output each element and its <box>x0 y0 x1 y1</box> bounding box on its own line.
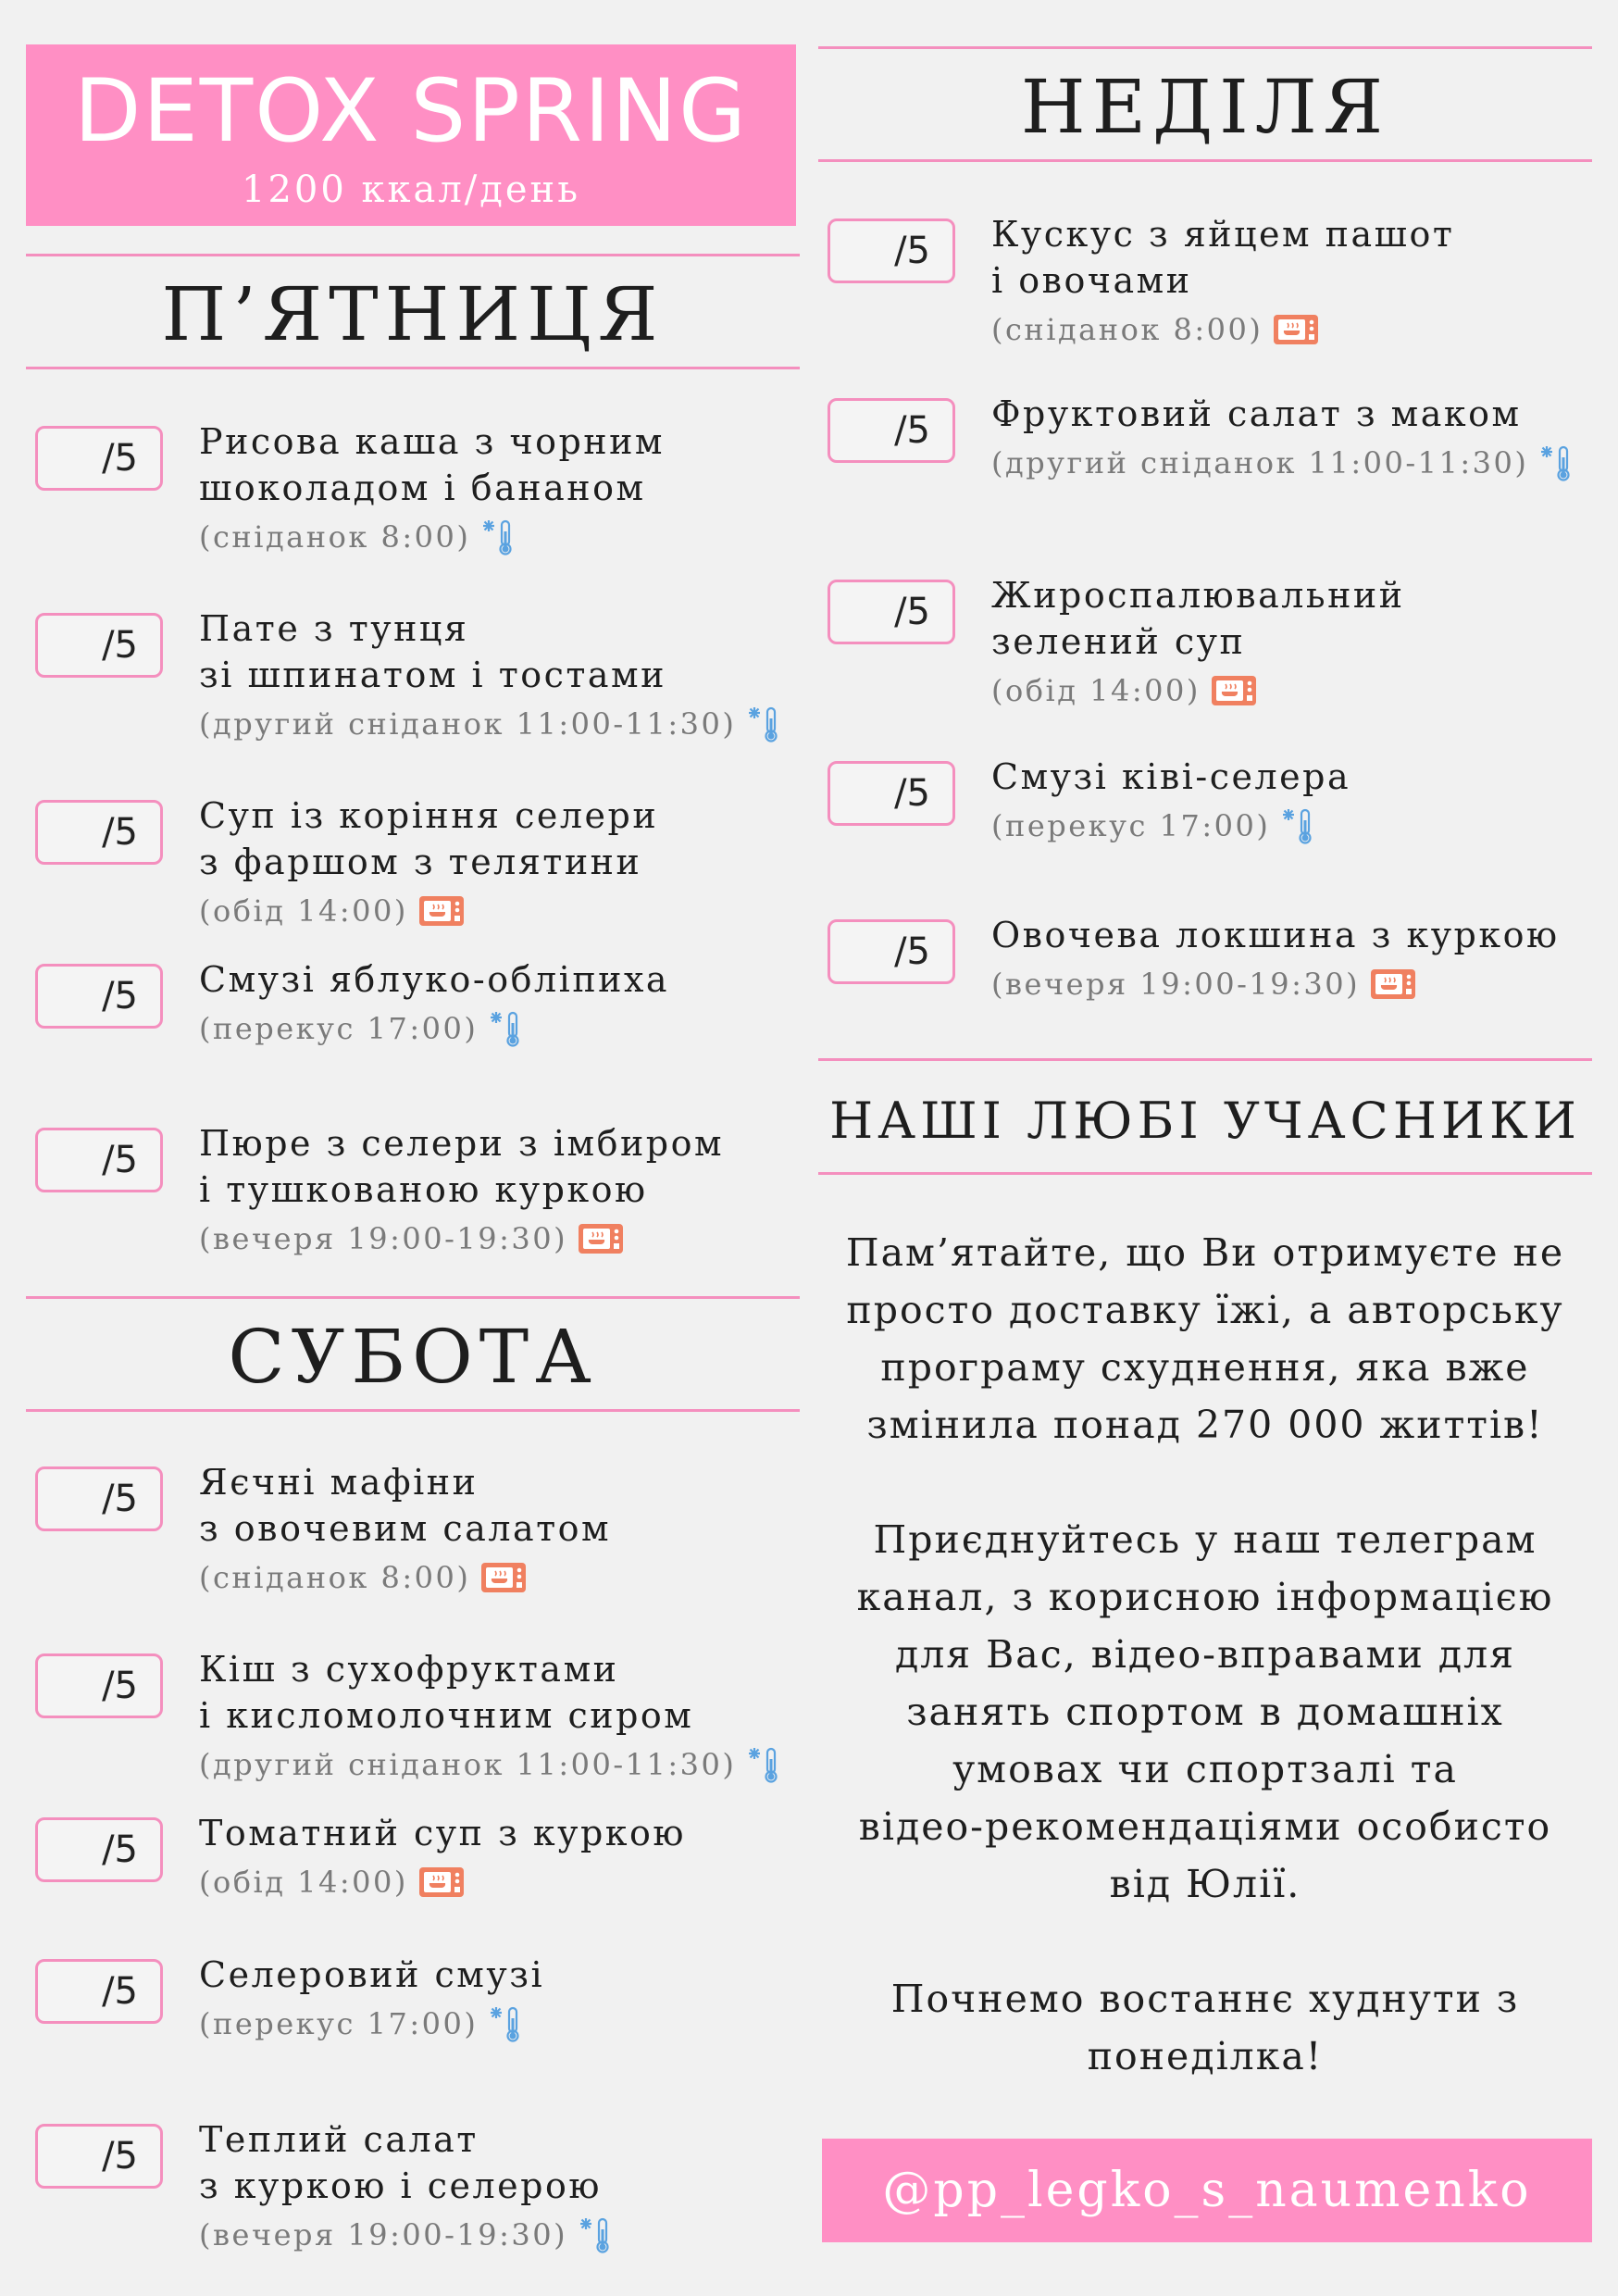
meal-name: і овочами <box>991 260 1192 301</box>
paragraph-line: від Юлії. <box>1109 1862 1301 1906</box>
rating-box[interactable]: /5 <box>35 426 163 491</box>
paragraph-line: понеділка! <box>1087 2034 1324 2078</box>
paragraph-line: канал, з корисною інформацією <box>856 1575 1554 1619</box>
thermometer-snowflake-icon <box>479 518 528 555</box>
meal-time-label: (вечеря 19:00-19:30) <box>199 1221 568 1256</box>
microwave-icon <box>479 1559 528 1596</box>
meal-time-label: (сніданок 8:00) <box>991 312 1263 347</box>
meal-name: Пате з тунця <box>199 608 469 649</box>
paragraph-line: Приєднуйтесь у наш телеграм <box>873 1517 1537 1562</box>
meal-time <box>199 1213 724 1265</box>
meal-time-label: (сніданок 8:00) <box>199 519 471 555</box>
rating-box[interactable]: /5 <box>35 613 163 678</box>
meal-name: Кіш з сухофруктами <box>199 1649 619 1690</box>
meal-time <box>991 958 1560 1010</box>
meal-text <box>991 572 1405 717</box>
microwave-icon <box>1272 311 1320 348</box>
microwave-icon <box>1210 672 1258 709</box>
meal-name: з овочевим салатом <box>199 1508 612 1549</box>
meal-name: і кисломолочним сиром <box>199 1695 694 1736</box>
meal-time-label: (обід 14:00) <box>991 673 1201 708</box>
rating-box[interactable]: /5 <box>35 2124 163 2189</box>
rating-box[interactable]: /5 <box>35 964 163 1029</box>
program-title: DETOX SPRING <box>74 61 748 162</box>
meal-text <box>199 1459 611 1603</box>
meal-text <box>199 1120 724 1265</box>
thermometer-snowflake-icon <box>745 705 793 742</box>
paragraph-monday <box>818 1970 1592 2085</box>
meal-name: Смузі ківі-селера <box>991 756 1351 797</box>
paragraph-line: Пам’ятайте, що Ви отримуєте не <box>845 1230 1565 1275</box>
meal-text <box>199 1810 686 1908</box>
meal-time <box>199 698 793 750</box>
paragraph-line: просто доставку їжі, а авторську <box>846 1288 1564 1332</box>
meal-text <box>199 956 669 1054</box>
microwave-icon <box>577 1220 625 1257</box>
paragraph-telegram <box>818 1511 1592 1913</box>
participants-title: НАШІ ЛЮБІ УЧАСНИКИ <box>829 1092 1581 1150</box>
instagram-handle-banner[interactable]: @pp_legko_s_naumenko <box>822 2139 1592 2242</box>
meal-time <box>199 885 658 937</box>
meal-name: і тушкованою куркою <box>199 1169 648 1210</box>
rating-box[interactable]: /5 <box>35 1959 163 2024</box>
meal-name: Овочева локшина з куркою <box>991 915 1560 955</box>
meal-time <box>199 511 665 563</box>
divider <box>26 1409 800 1412</box>
meal-text <box>991 211 1454 356</box>
divider <box>818 1172 1592 1175</box>
meal-time-label: (другий сніданок 11:00-11:30) <box>199 706 737 742</box>
meal-name: шоколадом і бананом <box>199 468 646 508</box>
meal-text <box>199 418 665 563</box>
meal-name: Суп із коріння селери <box>199 795 659 836</box>
meal-time-label: (вечеря 19:00-19:30) <box>199 2217 568 2252</box>
rating-box[interactable]: /5 <box>828 398 955 463</box>
divider <box>26 254 800 256</box>
day-title-saturday: СУБОТА <box>228 1314 598 1400</box>
divider <box>818 46 1592 49</box>
paragraph-line: відео-рекомендаціями особисто <box>858 1804 1552 1849</box>
divider <box>26 1296 800 1299</box>
meal-name: Жироспалювальний <box>991 575 1405 616</box>
meal-name: зелений суп <box>991 621 1246 662</box>
meal-time-label: (вечеря 19:00-19:30) <box>991 967 1361 1002</box>
meal-time-label: (перекус 17:00) <box>991 808 1271 843</box>
meal-time <box>991 665 1405 717</box>
thermometer-snowflake-icon <box>1537 444 1586 481</box>
rating-box[interactable]: /5 <box>35 1466 163 1531</box>
thermometer-snowflake-icon <box>487 1010 535 1047</box>
rating-box[interactable]: /5 <box>828 919 955 984</box>
divider <box>26 367 800 369</box>
paragraph-delivery <box>818 1224 1592 1454</box>
day-title-friday: П’ЯТНИЦЯ <box>161 271 665 357</box>
meal-name: Селеровий смузі <box>199 1954 545 1995</box>
meal-name: з фаршом з телятини <box>199 842 642 882</box>
microwave-icon <box>417 1864 466 1901</box>
meal-time-label: (перекус 17:00) <box>199 1011 479 1046</box>
thermometer-snowflake-icon <box>1279 807 1327 844</box>
meal-text <box>199 1646 793 1791</box>
paragraph-line: занять спортом в домашніх <box>906 1690 1504 1734</box>
meal-name: Теплий салат <box>199 2119 479 2160</box>
meal-name: Фруктовий салат з маком <box>991 393 1522 434</box>
rating-box[interactable]: /5 <box>828 761 955 826</box>
rating-box[interactable]: /5 <box>35 1653 163 1718</box>
paragraph-line: умовах чи спортзалі та <box>952 1747 1458 1791</box>
participants-text <box>818 1224 1592 2085</box>
meal-time <box>199 1998 544 2050</box>
meal-time-label: (обід 14:00) <box>199 893 408 929</box>
meal-time <box>199 1552 611 1603</box>
meal-text <box>991 912 1560 1010</box>
meal-time-label: (другий сніданок 11:00-11:30) <box>991 445 1529 480</box>
rating-box[interactable]: /5 <box>35 1128 163 1192</box>
meal-text <box>199 1952 544 2050</box>
paragraph-line: змінила понад 270 000 життів! <box>866 1403 1544 1447</box>
rating-box[interactable]: /5 <box>828 580 955 644</box>
meal-text <box>199 792 658 937</box>
thermometer-snowflake-icon <box>745 1746 793 1783</box>
thermometer-snowflake-icon <box>487 2005 535 2042</box>
rating-box[interactable]: /5 <box>35 1817 163 1882</box>
meal-time <box>199 1739 793 1791</box>
meal-time <box>199 1003 669 1054</box>
meal-text <box>991 754 1350 852</box>
meal-name: Яєчні мафіни <box>199 1462 479 1503</box>
meal-time <box>991 800 1350 852</box>
divider <box>818 1058 1592 1061</box>
meal-time-label: (перекус 17:00) <box>199 2006 479 2041</box>
paragraph-line: для Вас, відео-вправами для <box>894 1632 1516 1677</box>
meal-name: Пюре з селери з імбиром <box>199 1123 725 1164</box>
calories-subtitle: 1200 ккал/день <box>242 168 580 211</box>
meal-name: Томатний суп з куркою <box>199 1813 687 1853</box>
meal-name: Кускус з яйцем пашот <box>991 214 1455 255</box>
meal-name: Смузі яблуко-обліпиха <box>199 959 670 1000</box>
header-banner <box>26 44 796 226</box>
meal-time <box>991 304 1454 356</box>
paragraph-line: програму схуднення, яка вже <box>880 1345 1530 1390</box>
meal-time-label: (другий сніданок 11:00-11:30) <box>199 1747 737 1782</box>
microwave-icon <box>417 892 466 930</box>
divider <box>818 159 1592 162</box>
meal-time-label: (сніданок 8:00) <box>199 1560 471 1595</box>
meal-text <box>991 391 1586 489</box>
meal-time <box>199 2209 625 2261</box>
meal-time <box>199 1856 686 1908</box>
meal-name: з куркою і селерою <box>199 2165 602 2206</box>
microwave-icon <box>1369 966 1417 1003</box>
paragraph-line: Почнемо востаннє худнути з <box>890 1977 1520 2021</box>
day-title-sunday: НЕДІЛЯ <box>1020 64 1390 150</box>
thermometer-snowflake-icon <box>577 2216 625 2253</box>
meal-time <box>991 437 1586 489</box>
meal-text <box>199 605 793 750</box>
meal-time-label: (обід 14:00) <box>199 1865 408 1900</box>
rating-box[interactable]: /5 <box>828 218 955 283</box>
meal-name: зі шпинатом і тостами <box>199 655 666 695</box>
rating-box[interactable]: /5 <box>35 800 163 865</box>
meal-name: Рисова каша з чорним <box>199 421 665 462</box>
meal-text <box>199 2116 625 2261</box>
